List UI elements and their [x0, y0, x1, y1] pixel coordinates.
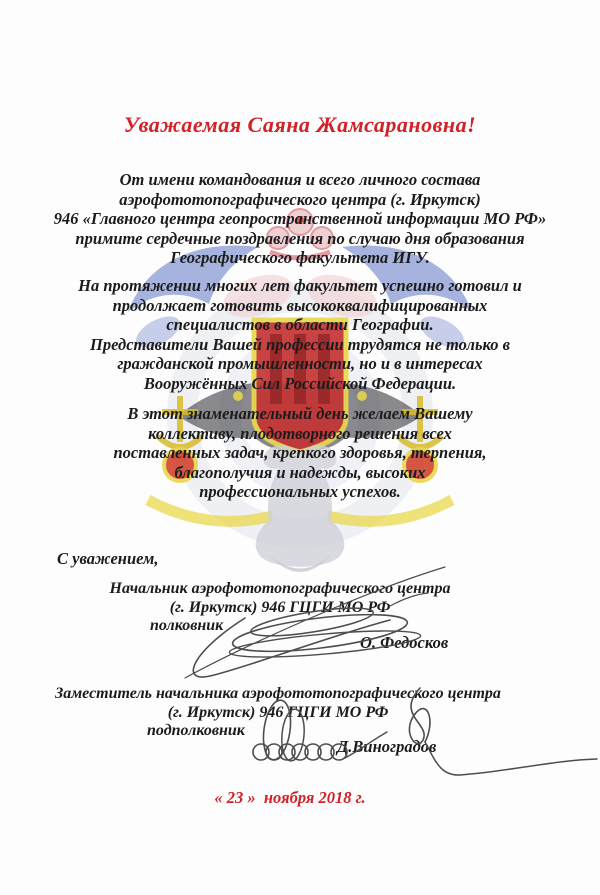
signatory-rank: полковник	[150, 617, 224, 634]
signatory-title-line: (г. Иркутск) 946 ГЦГИ МО РФ	[167, 704, 389, 721]
signatory-title-line: (г. Иркутск) 946 ГЦГИ МО РФ	[169, 599, 391, 616]
date-line: « 23 » ноября 2018 г.	[214, 788, 366, 807]
paragraph-line: 946 «Главного центра геопространственной информации МО РФ»	[53, 209, 547, 228]
paragraph-line: примите сердечные поздравления по случаю дня образования	[75, 228, 525, 248]
paragraph-line: Представители Вашей профессии трудятся не только в	[90, 334, 510, 354]
signatory-name: О. Федосков	[360, 633, 449, 652]
signatory-name: Д.Виноградов	[337, 737, 437, 756]
paragraph-line: поставленных задач, крепкого здоровья, терпения,	[113, 443, 487, 462]
salutation-heading: Уважаемая Саяна Жамсарановна!	[123, 112, 477, 137]
closing-salutation: С уважением,	[57, 549, 159, 568]
paragraph-intro	[30, 170, 570, 268]
paragraph-line: продолжает готовить высококвалифицированных	[112, 295, 488, 315]
signatory-rank: подполковник	[147, 722, 245, 739]
signature-block-deputy	[0, 684, 556, 722]
paragraph-line: Географического факультета ИГУ.	[170, 248, 430, 267]
paragraph-line: коллективу, плодотворного решения всех	[148, 423, 452, 443]
paragraph-line: Вооружённых Сил Российской Федерации.	[143, 373, 457, 393]
paragraph-line: От имени командования и всего личного состава	[119, 170, 481, 189]
paragraph-line: профессиональных успехов.	[199, 482, 401, 501]
paragraph-wishes	[30, 404, 570, 502]
signature-block-chief	[0, 579, 560, 617]
paragraph-line: аэрофототопографического центра (г. Иркутск)	[119, 189, 481, 209]
paragraph-line: гражданской промышленности, но и в интересах	[117, 354, 483, 373]
signatory-title-line: Заместитель начальника аэрофототопографического центра	[55, 685, 501, 702]
paragraph-line: В этот знаменательный день желаем Вашему	[127, 404, 473, 423]
paragraph-faculty	[30, 276, 570, 393]
signatory-title-line: Начальник аэрофототопографического центра	[109, 580, 451, 597]
paragraph-line: специалистов в области Географии.	[166, 315, 434, 334]
paragraph-line: На протяжении многих лет факультет успешно готовил и	[78, 276, 522, 295]
paragraph-line: благополучия и надежды, высоких	[174, 462, 426, 482]
